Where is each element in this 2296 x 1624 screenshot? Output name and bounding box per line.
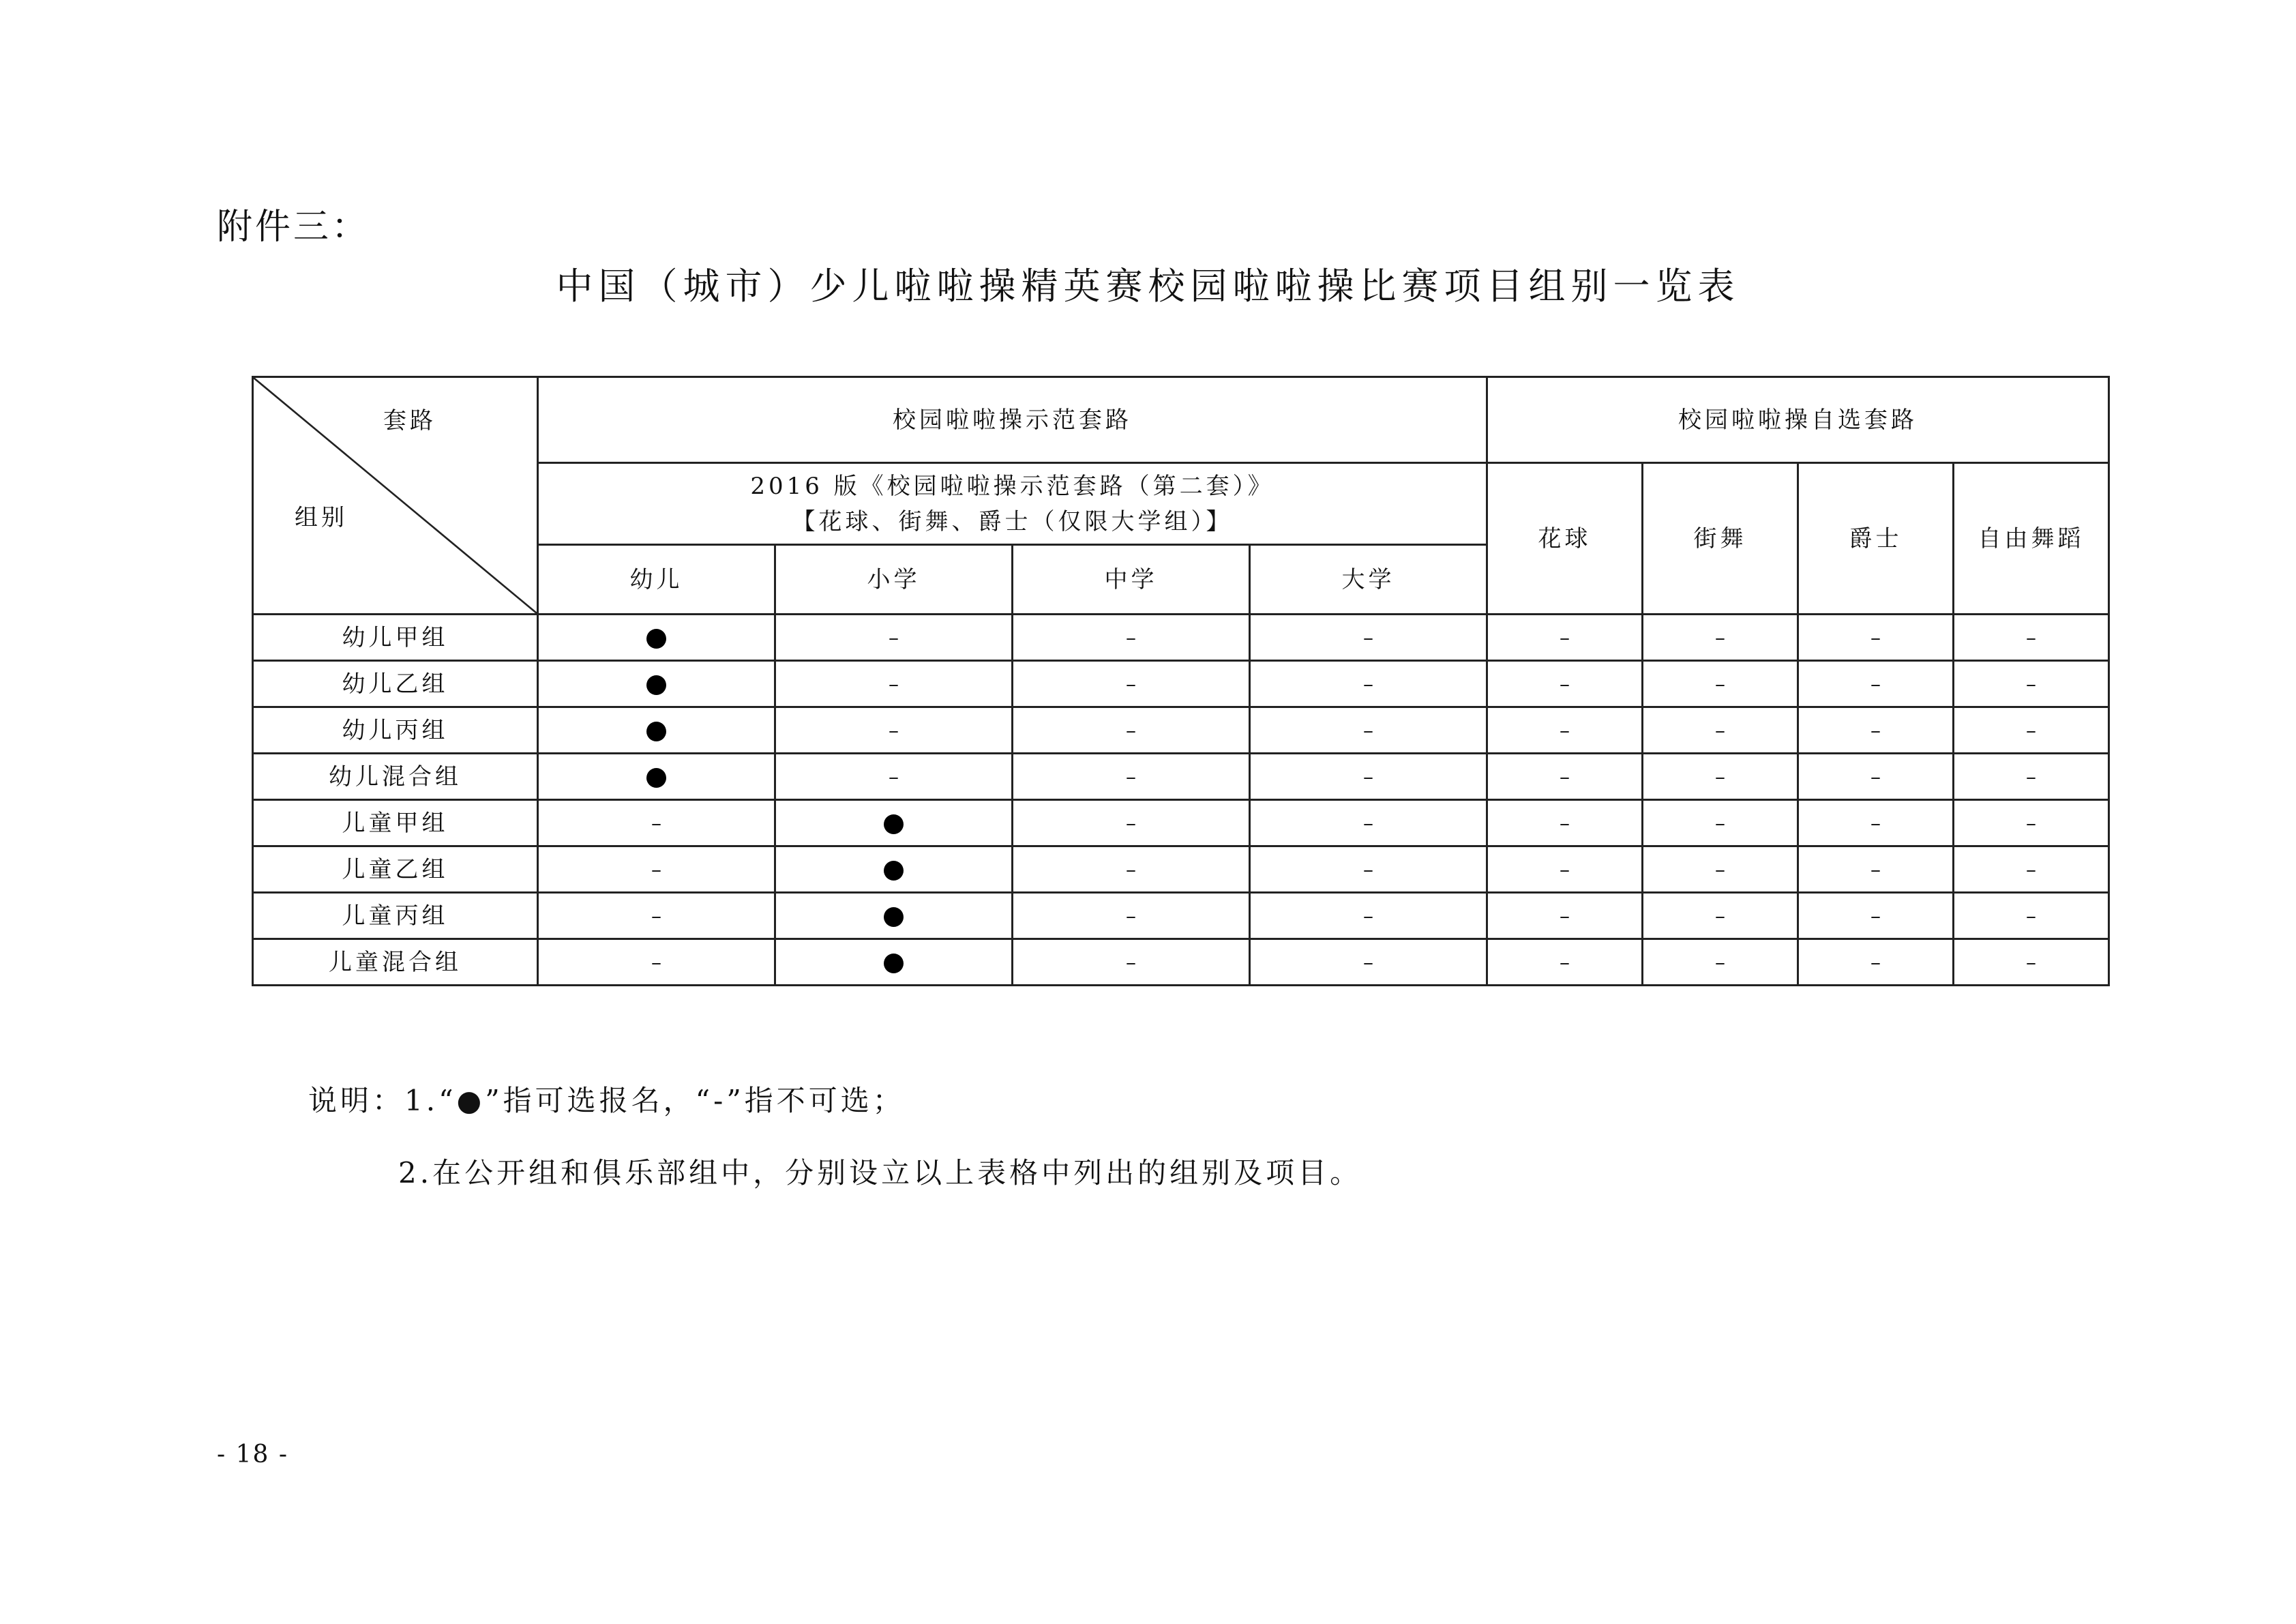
available-dot-icon xyxy=(646,629,666,649)
table-cell xyxy=(1954,893,2109,939)
unavailable-dash: – xyxy=(1363,625,1373,650)
row-label: 儿童甲组 xyxy=(253,800,538,846)
free-col-jazz: 爵士 xyxy=(1798,463,1954,615)
unavailable-dash: – xyxy=(1126,811,1136,836)
note-line-1: 说明：1.“●”指可选报名，“-”指不可选； xyxy=(308,1084,905,1117)
unavailable-dash: – xyxy=(889,672,899,696)
unavailable-dash: – xyxy=(2026,904,2036,928)
table-cell xyxy=(1798,615,1954,661)
unavailable-dash: – xyxy=(1715,857,1725,882)
unavailable-dash: – xyxy=(1126,765,1136,789)
free-col-street-dance: 街舞 xyxy=(1643,463,1798,615)
demo-col-primary: 小学 xyxy=(775,545,1013,615)
row-label: 儿童丙组 xyxy=(253,893,538,939)
table-cell xyxy=(1954,939,2109,986)
table-cell xyxy=(1013,800,1250,846)
document-title: 中国（城市）少儿啦啦操精英赛校园啦啦操比赛项目组别一览表 xyxy=(556,265,1740,308)
table-cell xyxy=(1250,800,1487,846)
table-cell xyxy=(775,661,1013,707)
table-cell xyxy=(1954,661,2109,707)
table-cell xyxy=(538,707,775,754)
row-label: 幼儿甲组 xyxy=(253,615,538,661)
unavailable-dash: – xyxy=(1126,625,1136,650)
table-cell xyxy=(1487,800,1643,846)
unavailable-dash: – xyxy=(1560,857,1570,882)
unavailable-dash: – xyxy=(1870,904,1881,928)
table-cell xyxy=(1643,754,1798,800)
table-cell xyxy=(1798,846,1954,893)
table-cell xyxy=(538,846,775,893)
attachment-label: 附件三： xyxy=(217,207,370,248)
table-cell xyxy=(538,800,775,846)
table-cell xyxy=(1013,893,1250,939)
free-routine-header: 校园啦啦操自选套路 xyxy=(1487,377,2109,463)
table-cell xyxy=(1798,707,1954,754)
table-cell xyxy=(1250,615,1487,661)
unavailable-dash: – xyxy=(651,857,661,882)
unavailable-dash: – xyxy=(1363,904,1373,928)
table-cell xyxy=(1250,661,1487,707)
unavailable-dash: – xyxy=(2026,765,2036,789)
table-cell xyxy=(1954,846,2109,893)
table-cell xyxy=(1250,939,1487,986)
table-cell xyxy=(1487,893,1643,939)
unavailable-dash: – xyxy=(889,625,899,650)
unavailable-dash: – xyxy=(1715,672,1725,696)
table-body xyxy=(253,615,2109,986)
row-label: 幼儿混合组 xyxy=(253,754,538,800)
available-dot-icon xyxy=(884,814,904,834)
corner-label-group: 组别 xyxy=(295,504,348,531)
table-row xyxy=(253,893,2109,939)
table-cell xyxy=(1798,893,1954,939)
table-cell xyxy=(1798,800,1954,846)
row-label: 幼儿乙组 xyxy=(253,661,538,707)
table-cell xyxy=(1954,615,2109,661)
table-row xyxy=(253,800,2109,846)
unavailable-dash: – xyxy=(1870,811,1881,836)
table-cell xyxy=(538,893,775,939)
table-cell xyxy=(1643,615,1798,661)
unavailable-dash: – xyxy=(1715,950,1725,975)
unavailable-dash: – xyxy=(2026,625,2036,650)
table-cell xyxy=(1643,939,1798,986)
table-row xyxy=(253,846,2109,893)
table-cell xyxy=(1643,707,1798,754)
demo-col-kindergarten: 幼儿 xyxy=(538,545,775,615)
table-cell xyxy=(1643,846,1798,893)
unavailable-dash: – xyxy=(1126,950,1136,975)
available-dot-icon xyxy=(646,768,666,788)
table-row xyxy=(253,707,2109,754)
unavailable-dash: – xyxy=(2026,811,2036,836)
available-dot-icon xyxy=(884,861,904,881)
table-cell xyxy=(1013,615,1250,661)
unavailable-dash: – xyxy=(1560,625,1570,650)
row-label: 儿童乙组 xyxy=(253,846,538,893)
table-cell xyxy=(1643,800,1798,846)
table-cell xyxy=(1798,661,1954,707)
unavailable-dash: – xyxy=(1715,625,1725,650)
demo-routine-header: 校园啦啦操示范套路 xyxy=(538,377,1487,463)
unavailable-dash: – xyxy=(1560,672,1570,696)
demo-version-line-1: 2016 版《校园啦啦操示范套路（第二套）》 xyxy=(750,472,1274,500)
table-cell xyxy=(538,661,775,707)
row-label: 儿童混合组 xyxy=(253,939,538,986)
unavailable-dash: – xyxy=(1715,904,1725,928)
table-cell xyxy=(1954,800,2109,846)
table-cell xyxy=(1487,754,1643,800)
unavailable-dash: – xyxy=(1363,672,1373,696)
table-cell xyxy=(1487,846,1643,893)
unavailable-dash: – xyxy=(651,811,661,836)
demo-col-university: 大学 xyxy=(1250,545,1487,615)
corner-label-routine: 套路 xyxy=(383,407,436,434)
table-row xyxy=(253,754,2109,800)
table-cell xyxy=(1954,707,2109,754)
unavailable-dash: – xyxy=(1715,765,1725,789)
header-row-groups xyxy=(253,377,2109,463)
corner-header-cell xyxy=(253,377,538,615)
available-dot-icon xyxy=(646,722,666,741)
unavailable-dash: – xyxy=(1363,950,1373,975)
unavailable-dash: – xyxy=(1363,857,1373,882)
table-cell xyxy=(775,939,1013,986)
table-cell xyxy=(775,893,1013,939)
unavailable-dash: – xyxy=(889,765,899,789)
unavailable-dash: – xyxy=(1870,765,1881,789)
free-col-freestyle: 自由舞蹈 xyxy=(1954,463,2109,615)
table-cell xyxy=(775,846,1013,893)
table-row xyxy=(253,615,2109,661)
table-cell xyxy=(538,754,775,800)
unavailable-dash: – xyxy=(1870,718,1881,743)
demo-version-cell xyxy=(538,463,1487,545)
table-cell xyxy=(1250,846,1487,893)
table-row xyxy=(253,939,2109,986)
unavailable-dash: – xyxy=(1560,765,1570,789)
unavailable-dash: – xyxy=(1870,672,1881,696)
row-label: 幼儿丙组 xyxy=(253,707,538,754)
unavailable-dash: – xyxy=(1363,765,1373,789)
free-col-pompom: 花球 xyxy=(1487,463,1643,615)
unavailable-dash: – xyxy=(2026,672,2036,696)
unavailable-dash: – xyxy=(1870,625,1881,650)
table-cell xyxy=(1250,707,1487,754)
unavailable-dash: – xyxy=(2026,718,2036,743)
events-groups-table xyxy=(252,376,2110,986)
table-cell xyxy=(1487,707,1643,754)
table-cell xyxy=(1643,893,1798,939)
available-dot-icon xyxy=(884,907,904,927)
unavailable-dash: – xyxy=(1126,904,1136,928)
table-cell xyxy=(775,707,1013,754)
unavailable-dash: – xyxy=(1715,718,1725,743)
table-cell xyxy=(1013,754,1250,800)
table-row xyxy=(253,661,2109,707)
unavailable-dash: – xyxy=(651,950,661,975)
unavailable-dash: – xyxy=(1126,718,1136,743)
unavailable-dash: – xyxy=(2026,950,2036,975)
available-dot-icon xyxy=(884,954,904,973)
table-cell xyxy=(1487,615,1643,661)
unavailable-dash: – xyxy=(1870,857,1881,882)
unavailable-dash: – xyxy=(1870,950,1881,975)
table-cell xyxy=(1013,846,1250,893)
unavailable-dash: – xyxy=(651,904,661,928)
table-cell xyxy=(538,939,775,986)
table-cell xyxy=(1643,661,1798,707)
table-cell xyxy=(1013,661,1250,707)
demo-col-middle: 中学 xyxy=(1013,545,1250,615)
table-cell xyxy=(775,800,1013,846)
unavailable-dash: – xyxy=(1126,857,1136,882)
table-cell xyxy=(775,615,1013,661)
unavailable-dash: – xyxy=(1560,718,1570,743)
unavailable-dash: – xyxy=(1126,672,1136,696)
unavailable-dash: – xyxy=(1363,811,1373,836)
table-cell xyxy=(775,754,1013,800)
unavailable-dash: – xyxy=(1560,950,1570,975)
unavailable-dash: – xyxy=(889,718,899,743)
table-cell xyxy=(1798,754,1954,800)
table-cell xyxy=(1250,893,1487,939)
table-cell xyxy=(1013,939,1250,986)
note-line-2: 2.在公开组和俱乐部组中，分别设立以上表格中列出的组别及项目。 xyxy=(398,1156,1362,1190)
unavailable-dash: – xyxy=(2026,857,2036,882)
unavailable-dash: – xyxy=(1363,718,1373,743)
table-cell xyxy=(538,615,775,661)
table-cell xyxy=(1487,661,1643,707)
unavailable-dash: – xyxy=(1560,811,1570,836)
table-cell xyxy=(1013,707,1250,754)
unavailable-dash: – xyxy=(1560,904,1570,928)
table-cell xyxy=(1954,754,2109,800)
table-cell xyxy=(1487,939,1643,986)
page-number: - 18 - xyxy=(217,1441,289,1468)
unavailable-dash: – xyxy=(1715,811,1725,836)
table-cell xyxy=(1798,939,1954,986)
available-dot-icon xyxy=(646,675,666,695)
table-cell xyxy=(1250,754,1487,800)
demo-version-line-2: 【花球、街舞、爵士（仅限大学组）】 xyxy=(792,507,1233,535)
